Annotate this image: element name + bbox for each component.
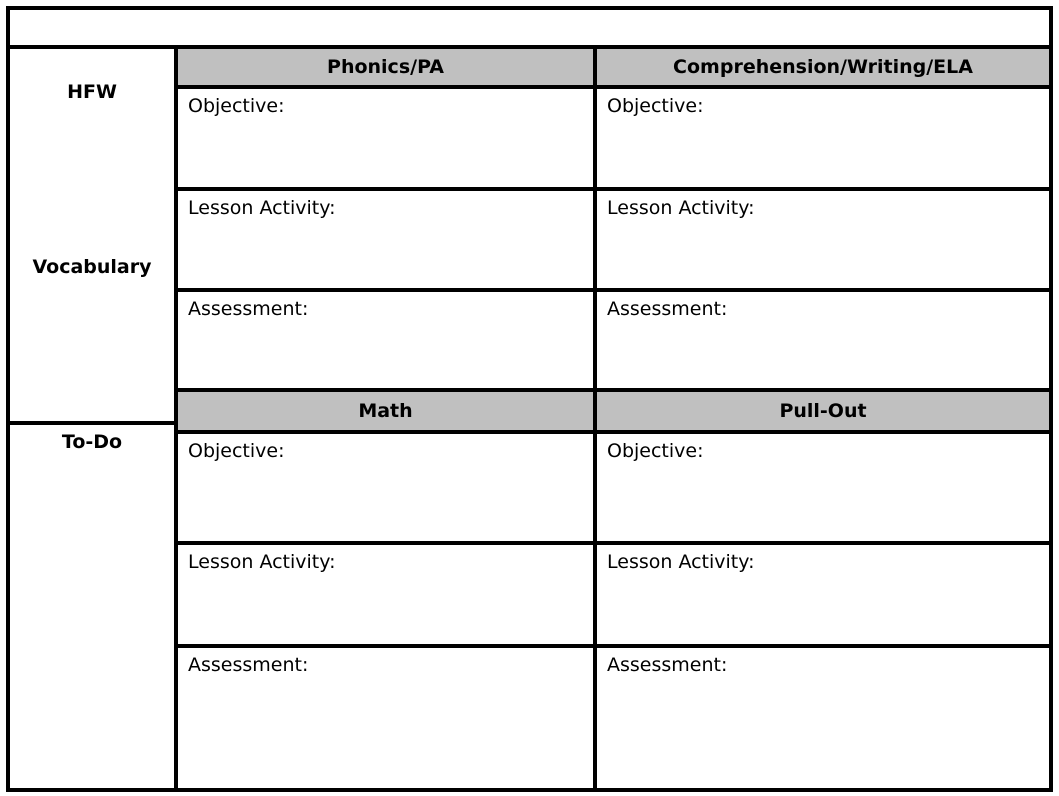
phonics-objective-field[interactable]: Objective: bbox=[188, 95, 285, 117]
math-objective-field[interactable]: Objective: bbox=[188, 440, 285, 462]
section-header-math: Math bbox=[178, 392, 593, 430]
title-bar[interactable] bbox=[10, 10, 1049, 45]
comprehension-assessment-field[interactable]: Assessment: bbox=[607, 298, 728, 320]
sidebar-todo-label: To-Do bbox=[61, 431, 123, 453]
sidebar-hfw-label: HFW bbox=[67, 81, 117, 103]
phonics-lesson-activity-field[interactable]: Lesson Activity: bbox=[188, 197, 336, 219]
math-assessment-field[interactable]: Assessment: bbox=[188, 654, 309, 676]
section-header-comprehension: Comprehension/Writing/ELA bbox=[597, 49, 1049, 85]
section-header-phonics: Phonics/PA bbox=[178, 49, 593, 85]
pull-out-assessment-field[interactable]: Assessment: bbox=[607, 654, 728, 676]
phonics-assessment-field[interactable]: Assessment: bbox=[188, 298, 309, 320]
sidebar-vocabulary-label: Vocabulary bbox=[32, 256, 152, 278]
comprehension-objective-field[interactable]: Objective: bbox=[607, 95, 704, 117]
math-lesson-activity-field[interactable]: Lesson Activity: bbox=[188, 551, 336, 573]
comprehension-lesson-activity-field[interactable]: Lesson Activity: bbox=[607, 197, 755, 219]
pull-out-objective-field[interactable]: Objective: bbox=[607, 440, 704, 462]
sidebar-todo-divider bbox=[6, 421, 178, 425]
section-header-pull-out: Pull-Out bbox=[597, 392, 1049, 430]
pull-out-lesson-activity-field[interactable]: Lesson Activity: bbox=[607, 551, 755, 573]
